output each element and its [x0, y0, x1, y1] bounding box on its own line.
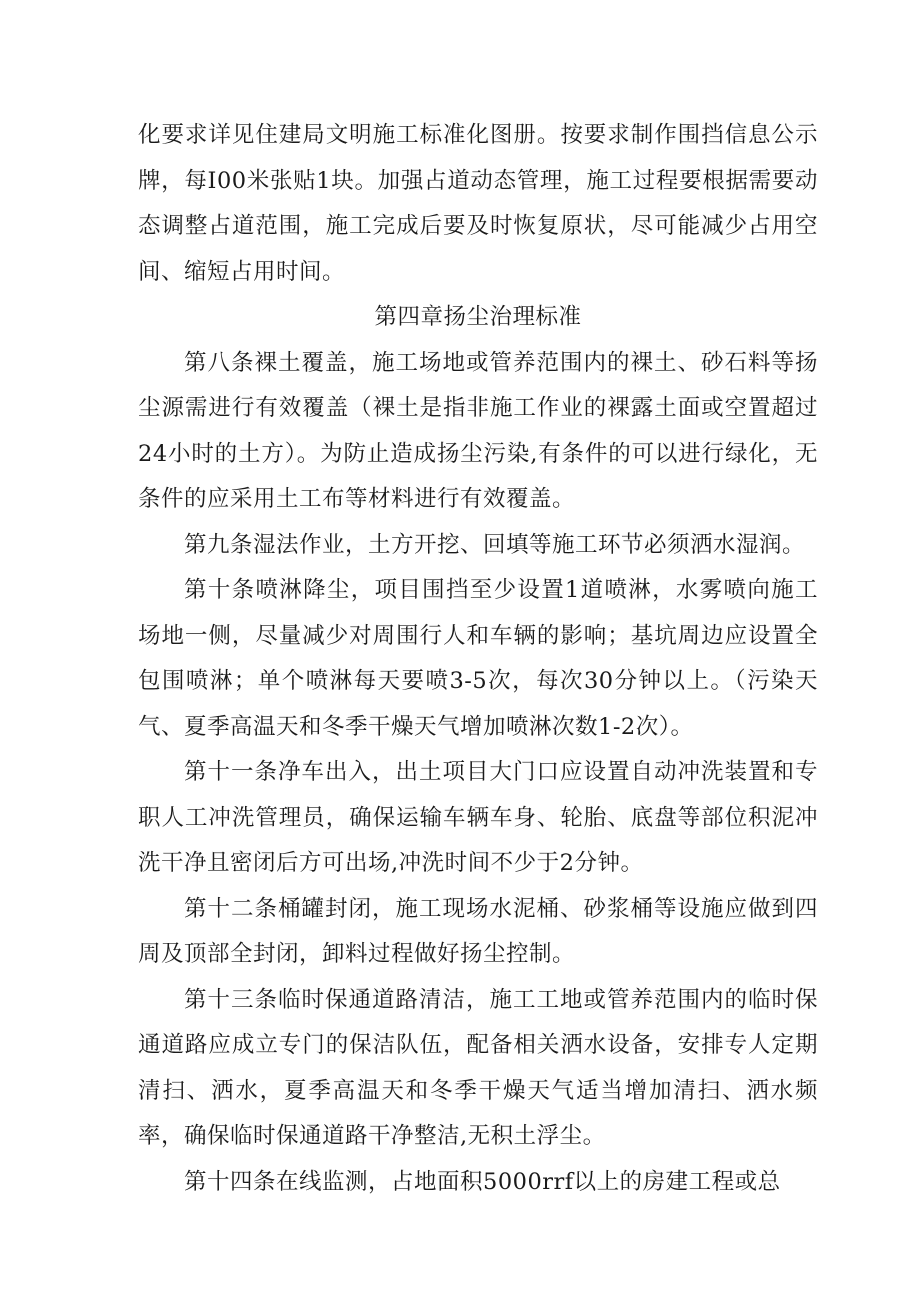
- document-body: [138, 113, 818, 1205]
- chapter-heading: 第四章扬尘治理标准: [374, 304, 582, 330]
- article-12-paragraph: 第十二条桶罐封闭，施工现场水泥桶、砂浆桶等设施应做到四周及顶部全封闭，卸料过程做好扬尘控制。: [138, 895, 818, 967]
- article-11-paragraph: 第十一条净车出入，出土项目大门口应设置自动冲洗装置和专职人工冲洗管理员，确保运输车辆车身、轮胎、底盘等部位积泥冲洗干净且密闭后方可出场,冲洗时间不少于2分钟。: [138, 759, 818, 876]
- article-13-paragraph: 第十三条临时保通道路清洁，施工工地或管养范围内的临时保通道路应成立专门的保洁队伍，配备相关洒水设备，安排专人定期清扫、洒水，夏季高温天和冬季干燥天气适当增加清扫、洒水频率，确保临时保通道路干净整洁,无积土浮尘。: [138, 986, 818, 1149]
- article-14-paragraph: 第十四条在线监测，占地面积5000rrf以上的房建工程或总: [184, 1168, 781, 1195]
- article-10-paragraph: 第十条喷淋降尘，项目围挡至少设置1道喷淋，水雾喷向施工场地一侧，尽量减少对周围行人和车辆的影响；基坑周边应设置全包围喷淋；单个喷淋每天要喷3-5次，每次30分钟以上。（污染天气、夏季高温天和冬季干燥天气增加喷淋次数1-2次）。: [138, 577, 818, 740]
- paragraph-continued: 化要求详见住建局文明施工标准化图册。按要求制作围挡信息公示牌，每I00米张贴1块。加强占道动态管理，施工过程要根据需要动态调整占道范围，施工完成后要及时恢复原状，尽可能减少占用空间、缩短占用时间。: [138, 122, 818, 285]
- article-9-paragraph: 第九条湿法作业，土方开挖、回填等施工环节必须洒水湿润。: [184, 531, 806, 558]
- article-8-paragraph: 第八条裸土覆盖，施工场地或管养范围内的裸土、砂石料等扬尘源需进行有效覆盖（裸土是指非施工作业的裸露土面或空置超过24小时的土方）。为防止造成扬尘污染,有条件的可以进行绿化，无条件的应采用土工布等材料进行有效覆盖。: [138, 349, 818, 512]
